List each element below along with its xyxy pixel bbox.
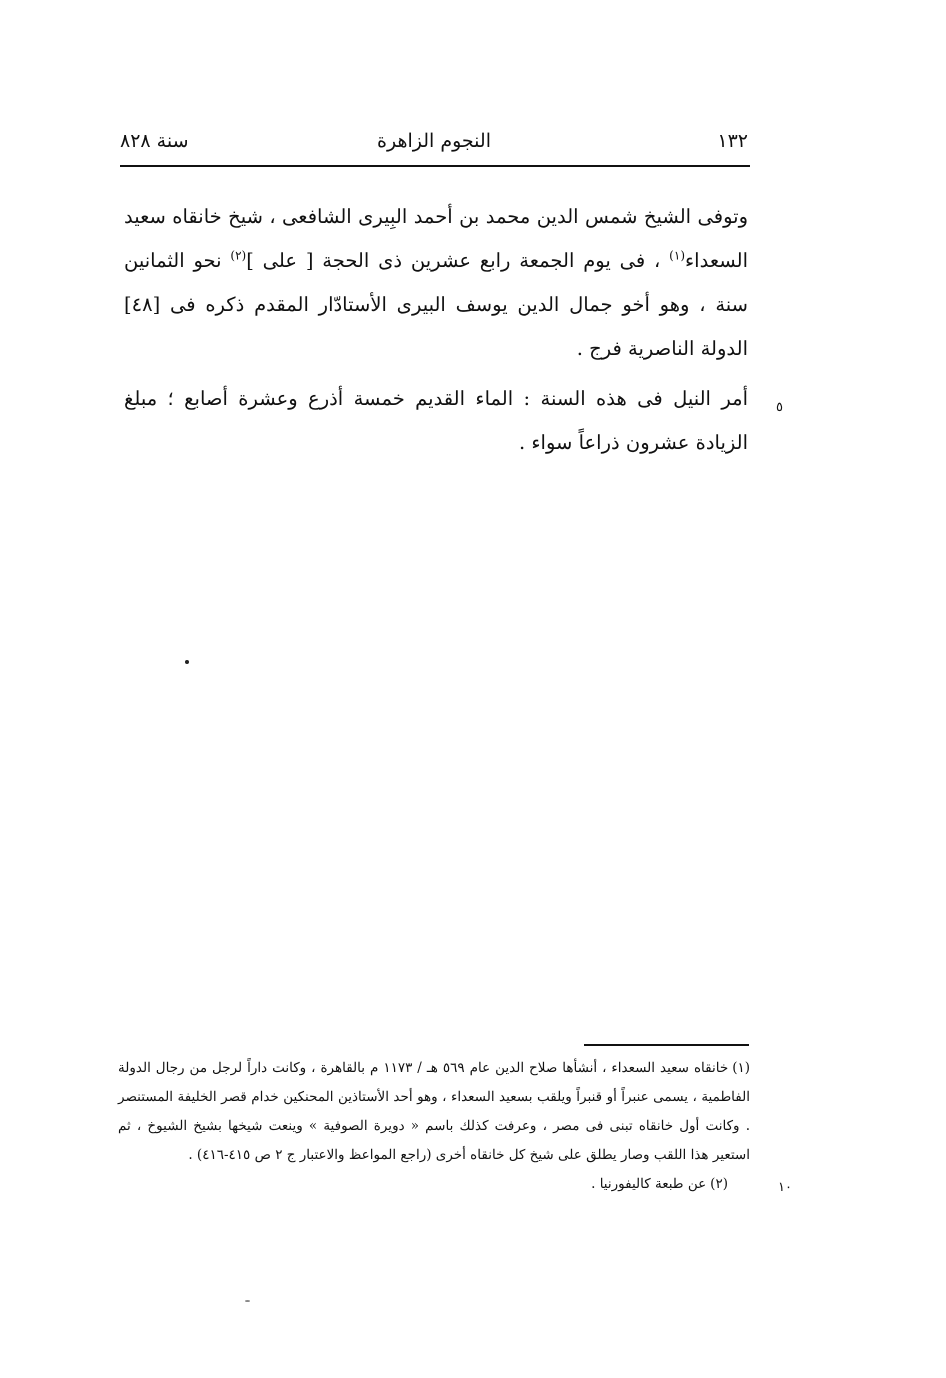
- footnote-mark: (٢): [710, 1176, 728, 1192]
- footnote-2: [118, 1170, 750, 1199]
- footnote-text: خانقاه سعيد السعداء ، أنشأها صلاح الدين عام ٥٦٩ هـ / ١١٧٣ م بالقاهرة ، وكانت داراً لرجل من رجال الدولة الفاطمية ، يسمى عنبراً أو قنبراً ويلقب بسعيد السعداء ، وهو أحد الأستاذين المحنكين خدام قصر الخليفة المستنصر . وكانت أول خانقاه تبنى فى مصر ، وعرفت كذلك باسم « دويرة الصوفية » وينعت شيخها بشيخ الشيوخ ، ثم استعير هذا اللقب وصار يطلق على شيخ كل خانقاه أخرى (راجع المواعظ والاعتبار ج ٢ ص ٤١٥-٤١٦) .: [118, 1060, 750, 1163]
- line-number-10: ١٠: [778, 1180, 792, 1195]
- footnotes: [118, 1054, 750, 1199]
- obituary-text-start: وتوفى الشيخ شمس الدين محمد بن أحمد البِيرى الشافعى ، شيخ خانقاه سعيد السعداء: [124, 205, 748, 272]
- header-rule: [120, 165, 750, 167]
- main-text: [124, 195, 748, 465]
- print-speck: [185, 660, 189, 664]
- footnote-ref-1: (١): [669, 248, 685, 263]
- book-title: النجوم الزاهرة: [377, 130, 491, 152]
- obituary-text-middle: ، فى يوم الجمعة رابع عشرين ذى الحجة [ على ]: [246, 249, 670, 272]
- print-speck: [245, 1300, 250, 1302]
- footnote-rule: [584, 1044, 749, 1046]
- footnote-ref-2: (٢): [230, 248, 247, 263]
- paragraph-nile: أمر النيل فى هذه السنة : الماء القديم خمسة أذرع وعشرة أصابع ؛ مبلغ الزيادة عشرون ذراعاً سواء .: [124, 387, 748, 454]
- footnote-mark: (١): [732, 1060, 751, 1076]
- year-heading: سنة ٨٢٨: [120, 130, 189, 152]
- paragraph-obituary: [124, 195, 748, 371]
- page-number: ١٣٢: [717, 130, 748, 152]
- footnote-1: [118, 1054, 750, 1170]
- footnote-text: عن طبعة كاليفورنيا .: [591, 1176, 707, 1192]
- running-header: [120, 120, 748, 164]
- line-number-5: ٥: [776, 400, 783, 415]
- obituary-text-end: نحو الثمانين سنة ، وهو أخو جمال الدين يوسف البيرى الأستادّار المقدم ذكره فى [٤٨] الدولة الناصرية فرج .: [124, 249, 748, 360]
